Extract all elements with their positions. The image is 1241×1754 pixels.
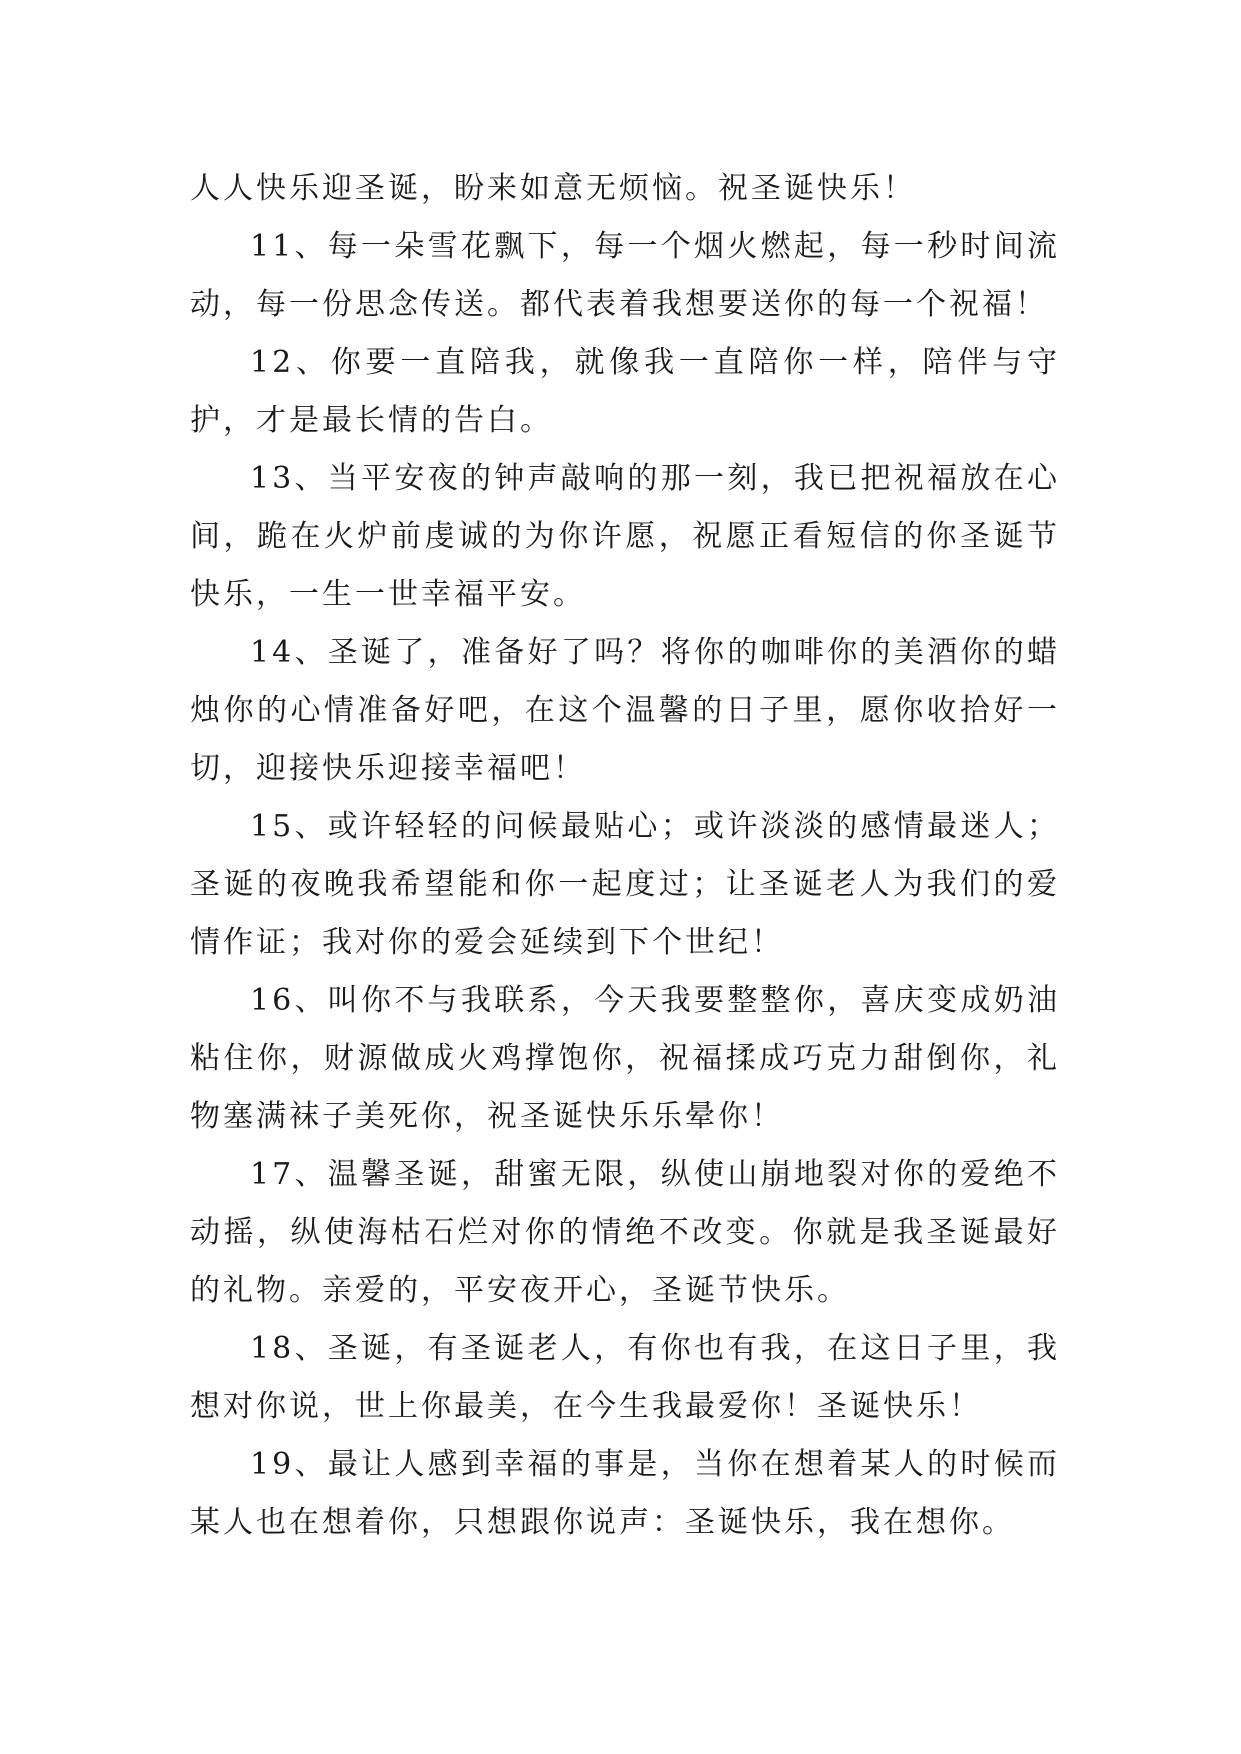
paragraph-item-18: 18、圣诞，有圣诞老人，有你也有我，在这日子里，我想对你说，世上你最美，在今生我最爱你！圣诞快乐！ xyxy=(190,1331,1060,1424)
document-body xyxy=(190,160,1060,1552)
paragraph-item-11: 11、每一朵雪花飘下，每一个烟火燃起，每一秒时间流动，每一份思念传送。都代表着我想要送你的每一个祝福！ xyxy=(190,229,1060,322)
paragraph-continuation: 人人快乐迎圣诞，盼来如意无烦恼。祝圣诞快乐！ xyxy=(190,171,916,206)
paragraph-item-19: 19、最让人感到幸福的事是，当你在想着某人的时候而某人也在想着你，只想跟你说声：圣诞快乐，我在想你。 xyxy=(190,1447,1060,1540)
paragraph-item-16: 16、叫你不与我联系，今天我要整整你，喜庆变成奶油粘住你，财源做成火鸡撑饱你，祝福揉成巧克力甜倒你，礼物塞满袜子美死你，祝圣诞快乐乐晕你！ xyxy=(190,983,1060,1134)
paragraph-item-17: 17、温馨圣诞，甜蜜无限，纵使山崩地裂对你的爱绝不动摇，纵使海枯石烂对你的情绝不改变。你就是我圣诞最好的礼物。亲爱的，平安夜开心，圣诞节快乐。 xyxy=(190,1157,1060,1308)
paragraph-item-15: 15、或许轻轻的问候最贴心；或许淡淡的感情最迷人；圣诞的夜晚我希望能和你一起度过；让圣诞老人为我们的爱情作证；我对你的爱会延续到下个世纪！ xyxy=(190,809,1060,960)
paragraph-item-14: 14、圣诞了，准备好了吗？将你的咖啡你的美酒你的蜡烛你的心情准备好吧，在这个温馨的日子里，愿你收拾好一切，迎接快乐迎接幸福吧！ xyxy=(190,635,1060,786)
paragraph-item-13: 13、当平安夜的钟声敲响的那一刻，我已把祝福放在心间，跪在火炉前虔诚的为你许愿，祝愿正看短信的你圣诞节快乐，一生一世幸福平安。 xyxy=(190,461,1060,612)
paragraph-item-12: 12、你要一直陪我，就像我一直陪你一样，陪伴与守护，才是最长情的告白。 xyxy=(190,345,1060,438)
